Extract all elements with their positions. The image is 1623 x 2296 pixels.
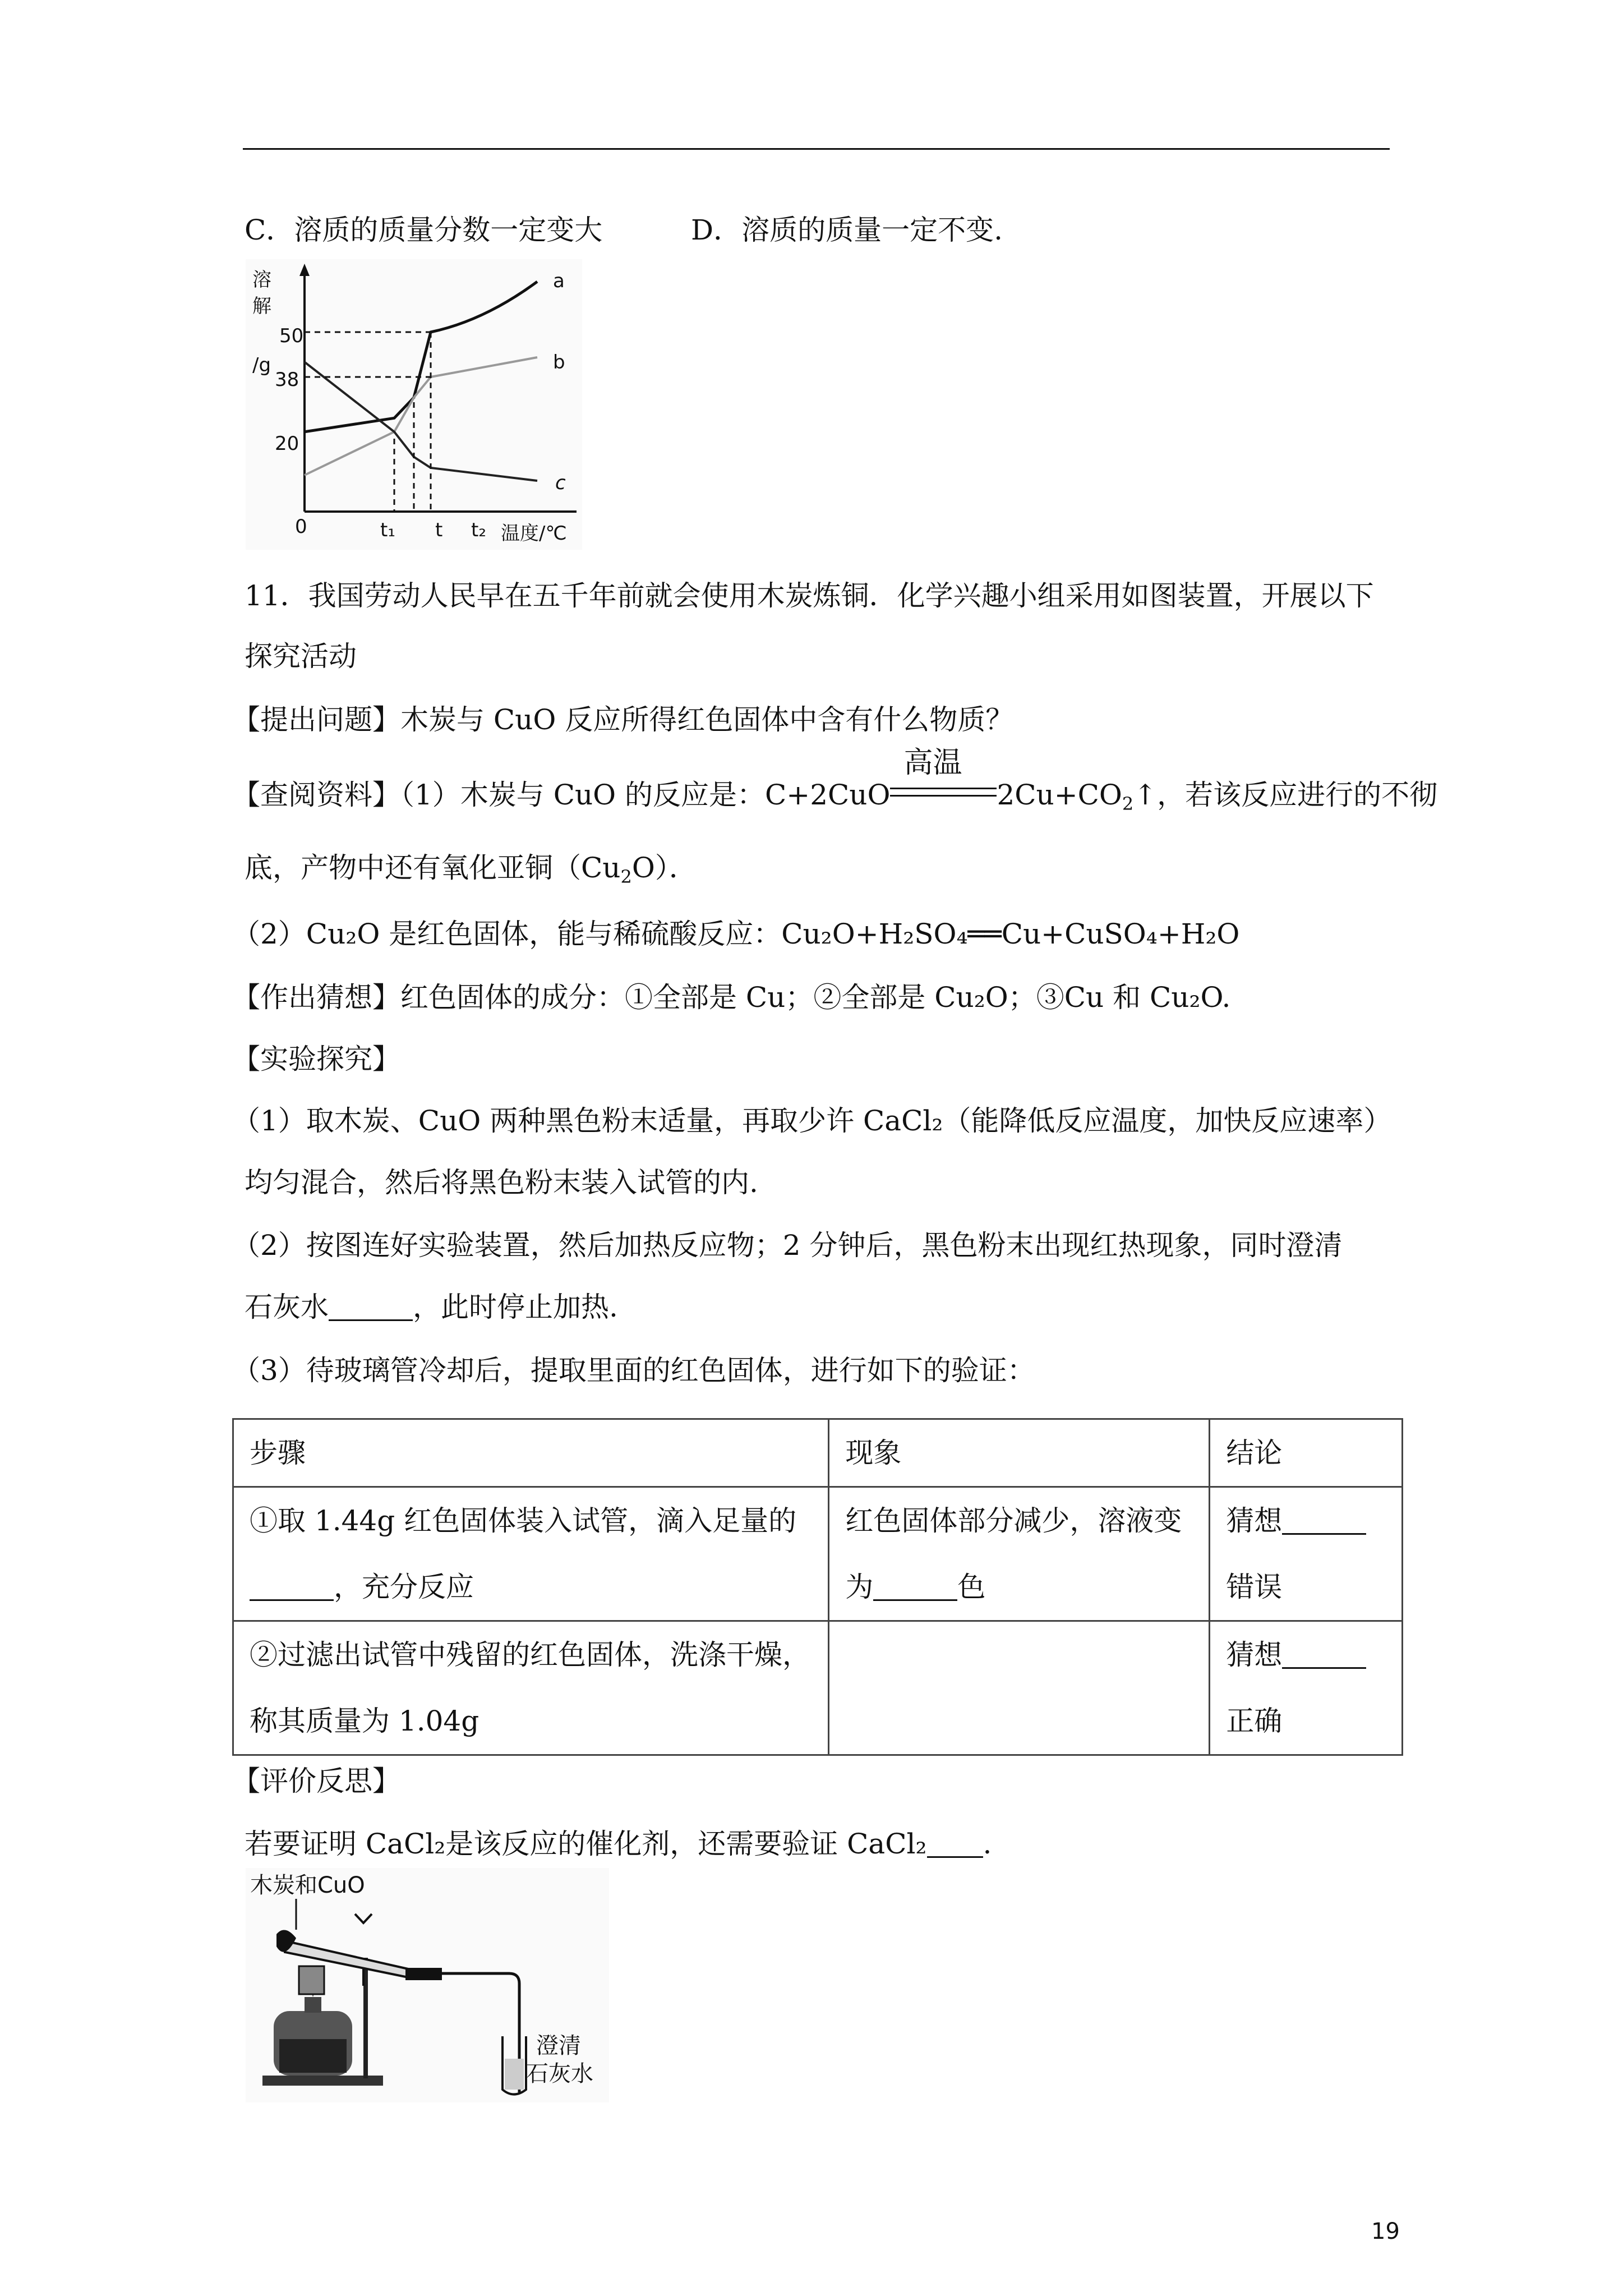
guess-text: 红色固体的成分：①全部是 Cu；②全部是 Cu₂O；③Cu 和 Cu₂O. <box>400 981 1231 1014</box>
ytick-38: 38 <box>275 369 299 391</box>
exp2-text-b: ，此时停止加热. <box>413 1291 618 1323</box>
exp3: （3）待玻璃管冷却后，提取里面的红色固体，进行如下的验证： <box>232 1354 1035 1387</box>
ref1-line2-a: 底，产物中还有氧化亚铜（Cu <box>245 852 621 884</box>
ylabel-2: 解 <box>252 295 271 318</box>
exp2-line2 <box>245 1293 618 1321</box>
verification-table <box>232 1418 1403 1756</box>
table-row <box>233 1487 1403 1621</box>
row2-phenomenon <box>829 1621 1210 1755</box>
exp-tag: 【实验探究】 <box>232 1043 400 1075</box>
solubility-chart <box>246 259 582 550</box>
eval-tag: 【评价反思】 <box>232 1765 400 1797</box>
limewater-liquid <box>505 2059 524 2090</box>
ylabel-1: 溶 <box>252 269 271 291</box>
row2-step <box>233 1621 829 1755</box>
eval-text-b: . <box>983 1828 992 1860</box>
curve-label-a: a <box>553 270 565 292</box>
row2-conclusion <box>1210 1621 1403 1755</box>
ref1-line2-b: O）． <box>631 852 697 884</box>
row1-phen-line2 <box>845 1554 1209 1620</box>
ylabel-3: /g <box>252 354 271 376</box>
row1-step-line2-text: ，充分反应 <box>334 1571 474 1603</box>
ref1-line <box>232 746 1438 815</box>
apparatus-figure <box>246 1868 609 2102</box>
row1-phen-a: 为 <box>845 1571 874 1603</box>
exp2-text-a: 石灰水 <box>245 1291 329 1323</box>
curve-label-b: b <box>553 351 565 374</box>
label-limewater-1: 澄清 <box>536 2033 581 2059</box>
question-tag: 【提出问题】 <box>232 703 400 736</box>
ref-tag: 【查阅资料】 <box>232 779 400 811</box>
row1-conclusion <box>1210 1487 1403 1621</box>
row2-concl-line1 <box>1226 1622 1401 1688</box>
header-step: 步骤 <box>233 1419 829 1487</box>
page-number: 19 <box>1371 2219 1400 2244</box>
row2-step-line2: 称其质量为 1.04g <box>250 1705 479 1737</box>
xtick-t1: t₁ <box>380 519 395 541</box>
table-row <box>233 1621 1403 1755</box>
lamp-neck <box>305 1997 321 2013</box>
ref1-c: ↑，若该反应进行的不彻 <box>1133 779 1438 811</box>
cu2o-subscript: 2 <box>620 866 632 887</box>
ref1-line2 <box>245 854 697 886</box>
option-c: C．溶质的质量分数一定变大 <box>245 214 603 246</box>
xlabel: 温度/℃ <box>501 522 567 545</box>
clamp <box>299 1966 324 1994</box>
row1-phenomenon <box>829 1487 1210 1621</box>
guess-line <box>232 981 1231 1014</box>
row1-step-line1: ①取 1.44g 红色固体装入试管，滴入足量的 <box>250 1504 797 1537</box>
answer-blank-color[interactable] <box>873 1573 957 1601</box>
option-d: D．溶质的质量一定不变. <box>691 214 1003 246</box>
table-header-row <box>233 1419 1403 1487</box>
answer-blank-correct-guess[interactable] <box>1282 1641 1366 1669</box>
origin-label: 0 <box>295 516 307 538</box>
exp1-line1: （1）取木炭、CuO 两种黑色粉末适量，再取少许 CaCl₂（能降低反应温度，加快反应速率） <box>232 1105 1392 1137</box>
row1-phen-line1: 红色固体部分减少，溶液变 <box>845 1504 1182 1537</box>
row1-step-line2 <box>250 1554 828 1620</box>
condition-text: 高温 <box>903 746 962 780</box>
header-rule <box>243 148 1390 150</box>
exp2-line1: （2）按图连好实验装置，然后加热反应物；2 分钟后，黑色粉末出现红热现象，同时澄清 <box>232 1229 1343 1262</box>
row1-step <box>233 1487 829 1621</box>
guess-tag: 【作出猜想】 <box>232 981 400 1014</box>
ref2: （2）Cu₂O 是红色固体，能与稀硫酸反应：Cu₂O+H₂SO₄══Cu+CuSO₄+H₂O <box>232 918 1240 950</box>
xtick-t: t <box>435 519 443 541</box>
answer-blank-limewater[interactable] <box>329 1294 413 1321</box>
q11-intro-1: 11．我国劳动人民早在五千年前就会使用木炭炼铜．化学兴趣小组采用如图装置，开展以下 <box>245 579 1374 612</box>
equals-sign <box>890 788 997 797</box>
ref1-b: 2Cu+CO <box>997 779 1122 811</box>
curve-label-c: c <box>555 472 566 494</box>
answer-blank-reagent[interactable] <box>250 1573 334 1601</box>
reaction-condition <box>890 746 997 809</box>
row2-concl-a: 猜想 <box>1226 1639 1283 1671</box>
question-line <box>232 703 1014 736</box>
answer-blank-catalyst[interactable] <box>927 1830 983 1858</box>
row2-step-line1: ②过滤出试管中残留的红色固体，洗涤干燥， <box>250 1639 810 1671</box>
header-conclusion: 结论 <box>1210 1419 1403 1487</box>
eval-line <box>245 1830 992 1858</box>
co2-subscript: 2 <box>1122 793 1134 815</box>
row1-phen-b: 色 <box>957 1571 986 1603</box>
xtick-t2: t₂ <box>471 519 486 541</box>
ytick-50: 50 <box>279 325 304 347</box>
q11-intro-2: 探究活动 <box>245 640 357 673</box>
row2-concl-b: 正确 <box>1226 1705 1283 1737</box>
header-phenomenon: 现象 <box>829 1419 1210 1487</box>
eval-text-a: 若要证明 CaCl₂是该反应的催化剂，还需要验证 CaCl₂ <box>245 1828 927 1860</box>
ref1-a: （1）木炭与 CuO 的反应是：C+2CuO <box>400 779 891 811</box>
label-limewater-2: 石灰水 <box>526 2061 593 2087</box>
ytick-20: 20 <box>275 432 299 455</box>
row1-concl-b: 错误 <box>1226 1571 1283 1603</box>
answer-blank-wrong-guess[interactable] <box>1282 1507 1366 1535</box>
row1-concl-a: 猜想 <box>1226 1504 1283 1537</box>
lamp-liquid <box>279 2039 347 2073</box>
question-text: 木炭与 CuO 反应所得红色固体中含有什么物质？ <box>400 703 1014 736</box>
rubber-stopper <box>405 1968 442 1980</box>
label-charcoal-cuo: 木炭和CuO <box>250 1872 365 1898</box>
row1-concl-line1 <box>1226 1488 1401 1554</box>
exp1-line2: 均匀混合，然后将黑色粉末装入试管的内. <box>245 1166 758 1199</box>
